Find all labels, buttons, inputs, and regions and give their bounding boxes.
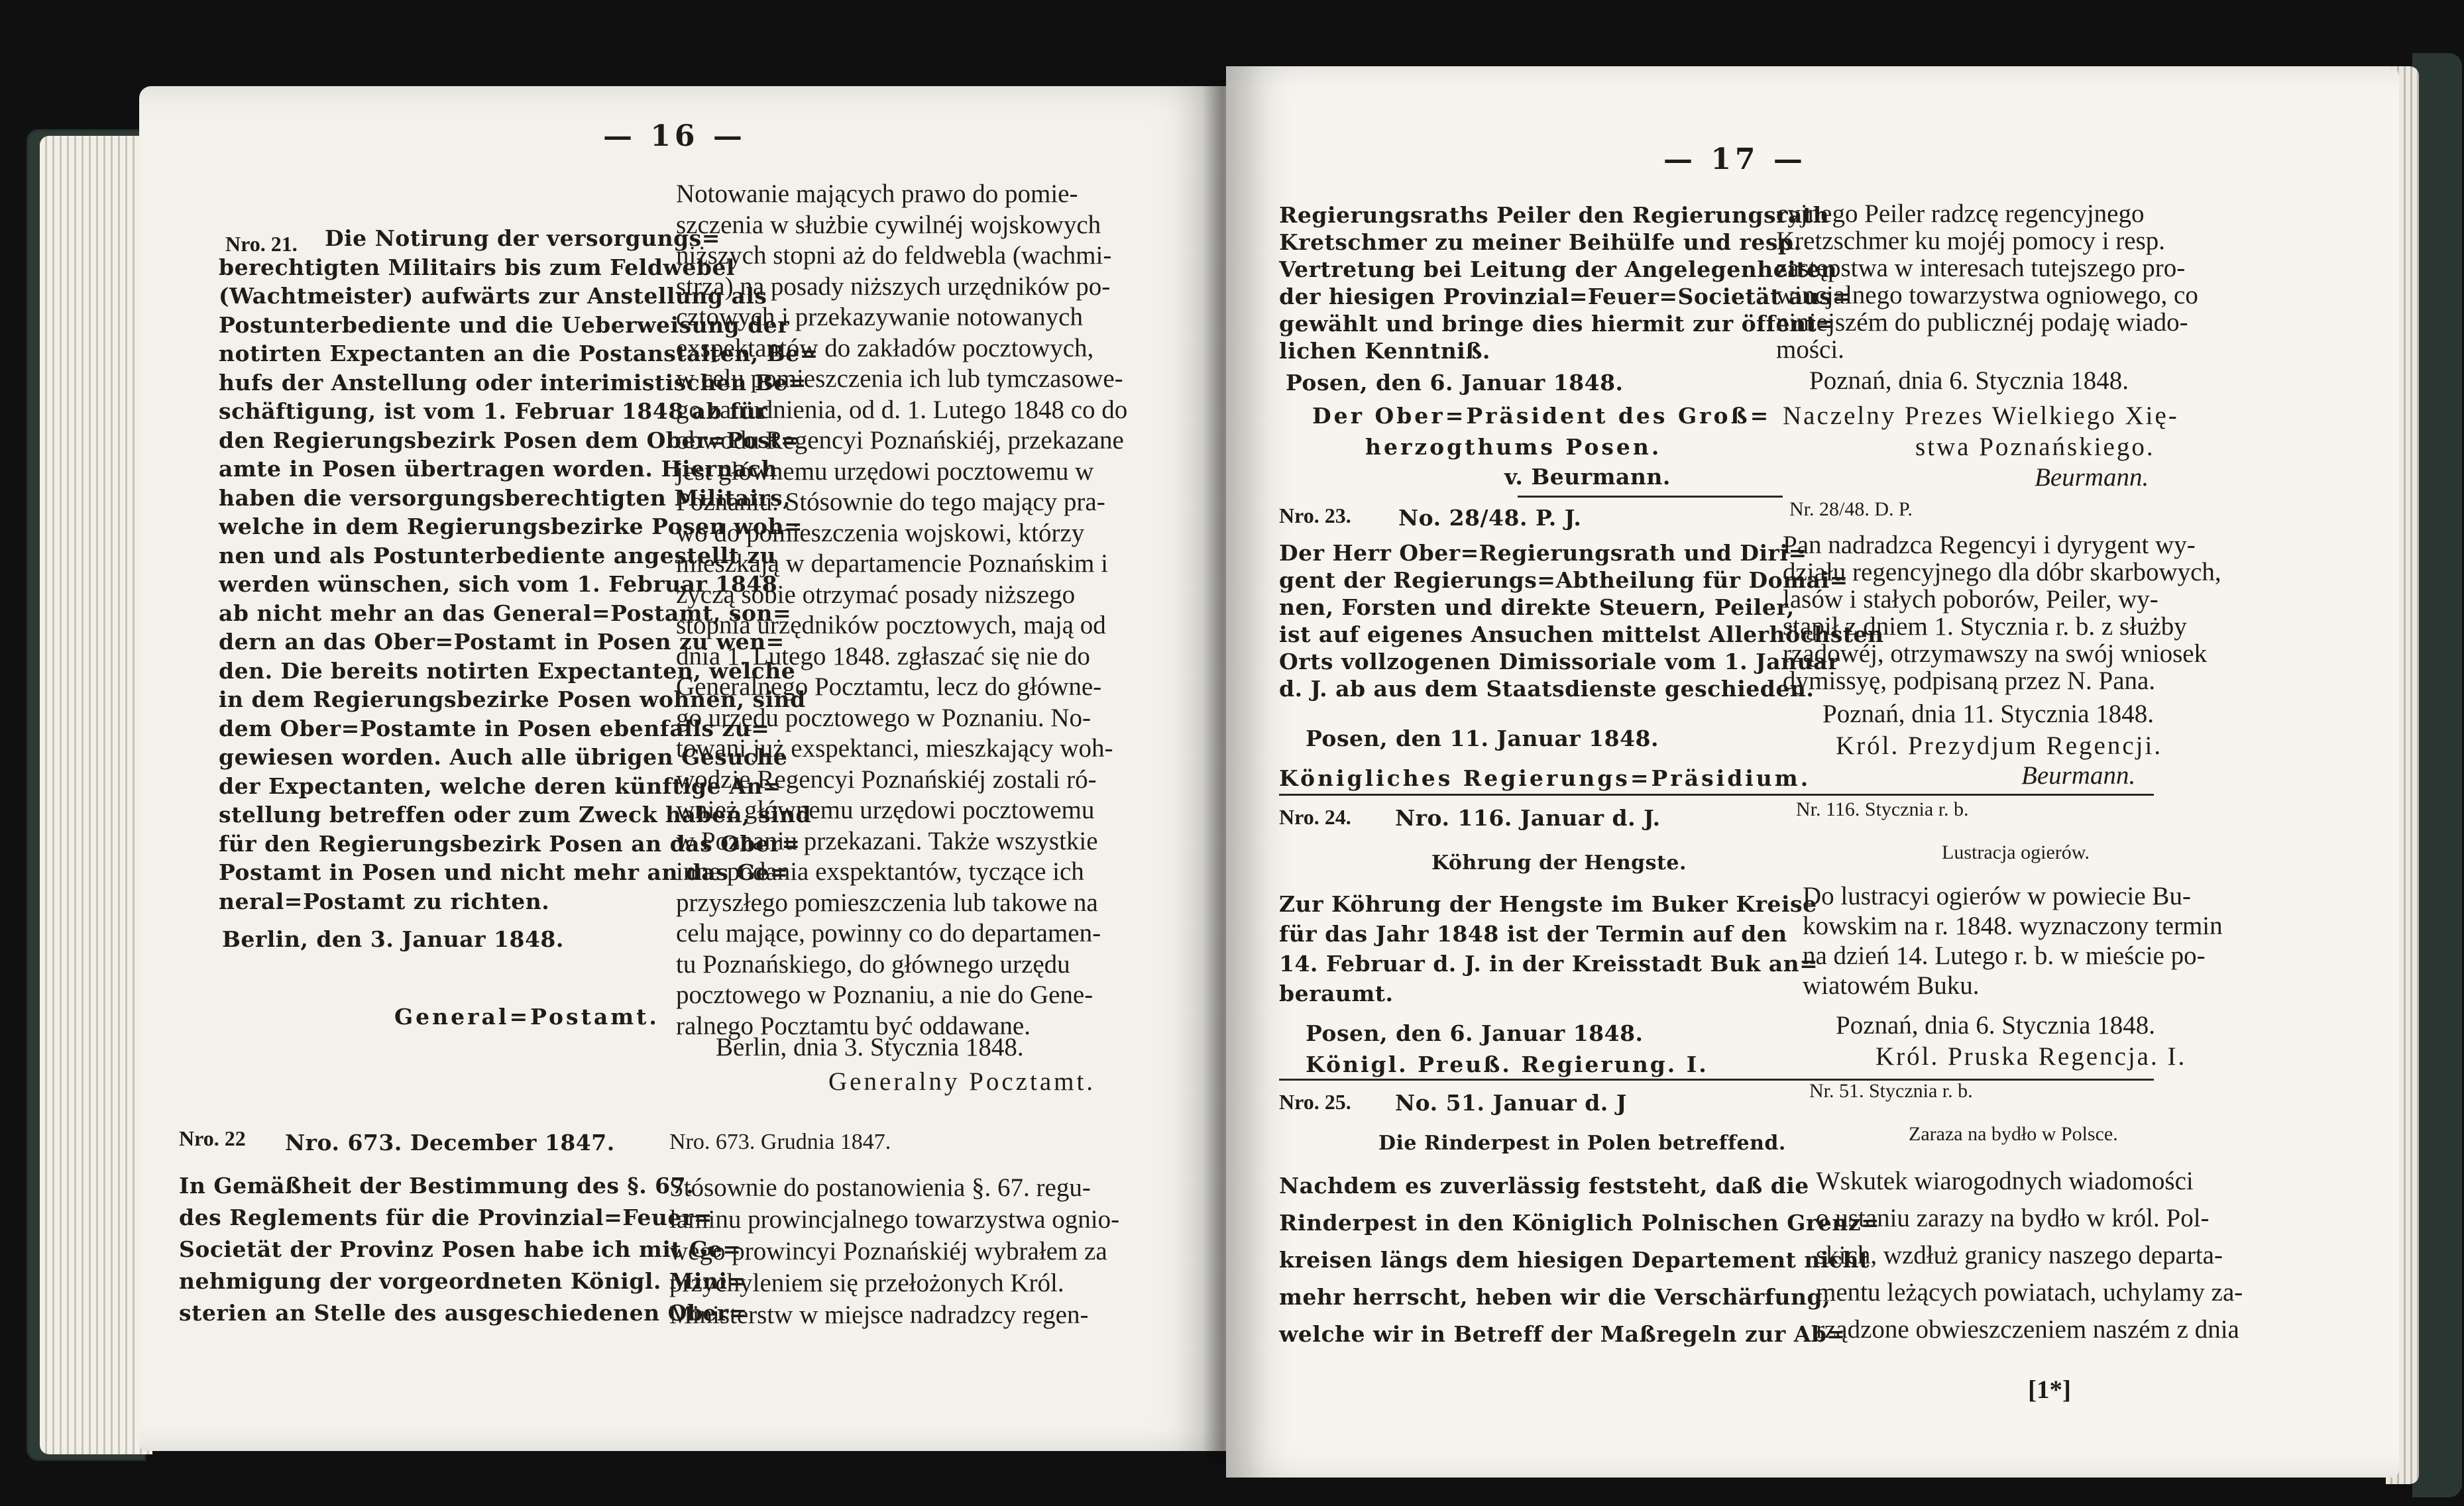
text-line: pocztowego w Poznaniu, a nie do Gene- <box>676 981 1093 1009</box>
nro22-label: Nro. 22 <box>179 1126 246 1150</box>
nro24-polish-title: Lustracja ogierów. <box>1942 841 2090 863</box>
text-line: Postamt in Posen und nicht mehr an das Ge= <box>219 859 789 885</box>
nro24-label: Nro. 24. <box>1279 805 1351 829</box>
nro25-german-ref: No. 51. Januar d. J <box>1395 1090 1627 1116</box>
text-line: In Gemäßheit der Bestimmung des §. 67. <box>179 1173 695 1199</box>
text-line: exspektantów do zakładów pocztowych, <box>676 333 1094 362</box>
text-line: Kretzschmer ku mojéj pomocy i resp. <box>1776 227 2165 255</box>
text-line: lasów i stałych poborów, Peiler, wy- <box>1783 585 2158 614</box>
nro24-polish-ref: Nr. 116. Stycznia r. b. <box>1796 798 1969 820</box>
text-line: obwodu Regencyi Poznańskiéj, przekazane <box>676 426 1124 455</box>
text-line: Regierungsraths Peiler den Regierungsrath <box>1279 202 1830 228</box>
text-line: Poznaniu. Stósownie do tego mający pra- <box>676 488 1105 516</box>
text-line: gewiesen worden. Auch alle übrigen Gesuche <box>219 744 788 770</box>
page-number-left: — 16 — <box>603 119 746 153</box>
text-line: amte in Posen übertragen worden. Hiernach <box>219 456 777 482</box>
text-line: den Regierungsbezirk Posen dem Ober=Post= <box>219 427 799 453</box>
text-line: dymissyę, podpisaną przez N. Pana. <box>1783 667 2156 695</box>
nro25-label: Nro. 25. <box>1279 1090 1351 1114</box>
divider-3 <box>1279 1079 2154 1081</box>
divider-2 <box>1279 794 2154 796</box>
text-line: Stósownie do postanowienia §. 67. regu- <box>669 1173 1091 1202</box>
nro24-polish-place: Poznań, dnia 6. Stycznia 1848. <box>1836 1011 2155 1040</box>
text-line: welche in dem Regierungsbezirke Posen woh= <box>219 513 803 539</box>
nro23-german-place: Posen, den 11. Januar 1848. <box>1306 726 1659 751</box>
text-line: strza) na posady niższych urzędników po- <box>676 272 1111 301</box>
text-line: der hiesigen Provinzial=Feuer=Societät aus= <box>1279 284 1851 309</box>
text-line: wnież głównemu urzędowi pocztowemu <box>676 796 1095 824</box>
nro21-german-place: Berlin, den 3. Januar 1848. <box>222 926 564 952</box>
nro23-label: Nro. 23. <box>1279 504 1351 527</box>
text-line: stąpił z dniem 1. Stycznia r. b. z służby <box>1783 612 2187 641</box>
text-line: 14. Februar d. J. in der Kreisstadt Buk an= <box>1279 951 1819 977</box>
page-number-right: — 17 — <box>1663 142 1807 176</box>
text-line: Generalnego Pocztamtu, lecz do główne- <box>676 672 1102 701</box>
nro21-polish-place: Berlin, dnia 3. Stycznia 1848. <box>716 1033 1024 1061</box>
text-line: kreisen längs dem hiesigen Departement nicht <box>1279 1247 1870 1273</box>
text-line: ralnego Pocztamtu być oddawane. <box>676 1011 1031 1040</box>
text-line: skich, wzdłuż granicy naszego departa- <box>1816 1241 2223 1269</box>
text-line: Der Herr Ober=Regierungsrath und Diri= <box>1279 540 1807 566</box>
text-line: sterien an Stelle des ausgeschiedenen Ober= <box>179 1300 748 1326</box>
text-line: wo do pomieszczenia wojskowi, którzy <box>676 518 1085 547</box>
text-line: Ministerstw w miejsce nadradzcy regen- <box>669 1301 1089 1329</box>
text-line: cztowych i przekazywanie notowanych <box>676 303 1083 331</box>
text-line: mehr herrscht, heben wir die Verschärfung, <box>1279 1284 1831 1310</box>
text-line: kowskim na r. 1848. wyznaczony termin <box>1803 912 2223 940</box>
text-line: wiatowém Buku. <box>1803 971 1980 1000</box>
cont-german-sign3: v. Beurmann. <box>1504 464 1671 490</box>
text-line: mości. <box>1776 335 1844 364</box>
text-line: neral=Postamt zu richten. <box>219 888 550 914</box>
text-line: inne podania exspektantów, tyczące ich <box>676 857 1084 886</box>
text-line: hufs der Anstellung oder interimistischen Be= <box>219 369 807 396</box>
text-line: zastępstwa w interesach tutejszego pro- <box>1776 254 2186 282</box>
nro23-polish-ref: Nr. 28/48. D. P. <box>1789 498 1913 520</box>
text-line: nehmigung der vorgeordneten Königl. Mini= <box>179 1268 746 1294</box>
text-line: werden wünschen, sich vom 1. Februar 1848 <box>219 571 778 597</box>
cont-polish-place: Poznań, dnia 6. Stycznia 1848. <box>1809 366 2129 395</box>
text-line: Rinderpest in den Königlich Polnischen Grenz= <box>1279 1210 1880 1236</box>
nro21-german-sign: General=Postamt. <box>394 1004 659 1030</box>
text-line: na dzień 14. Lutego r. b. w mieście po- <box>1803 941 2206 970</box>
text-line: beraumt. <box>1279 981 1394 1006</box>
signature-mark: [1*] <box>2028 1375 2071 1404</box>
text-line: wodzie Regencyi Poznańskiéj zostali ró- <box>676 765 1097 794</box>
cont-polish-sign3: Beurmann. <box>2035 463 2149 492</box>
text-line: Notowanie mających prawo do pomie- <box>676 180 1078 208</box>
text-line: Vertretung bei Leitung der Angelegenheiten <box>1279 256 1837 282</box>
text-line: jest głównemu urzędowi pocztowemu w <box>676 457 1094 486</box>
text-line: den. Die bereits notirten Expectanten, welche <box>219 657 796 684</box>
text-line: laminu prowincjalnego towarzystwa ognio- <box>669 1205 1120 1234</box>
text-line: rządowéj, otrzymawszy na swój wniosek <box>1783 639 2208 668</box>
text-line: szczenia w służbie cywilnéj wojskowych <box>676 210 1101 239</box>
text-line: cyjnego Peiler radzcę regencyjnego <box>1776 199 2145 228</box>
text-line: działu regencyjnego dla dóbr skarbowych, <box>1783 558 2221 586</box>
nro23-german-ref: No. 28/48. P. J. <box>1398 505 1582 531</box>
text-line: Postunterbediente und die Ueberweisung der <box>219 311 790 338</box>
nro25-polish-title: Zaraza na bydło w Polsce. <box>1909 1123 2118 1145</box>
text-line: Die Notirung der versorgungs= <box>325 225 720 251</box>
text-line: w Poznaniu przekazani. Także wszystkie <box>676 826 1098 855</box>
text-line: nen und als Postunterbediente angestellt zu <box>219 542 777 568</box>
text-line: wego prowincyi Poznańskiéj wybrałem za <box>669 1237 1107 1265</box>
cont-polish-sign2: stwa Poznańskiego. <box>1915 433 2155 461</box>
nro25-polish-ref: Nr. 51. Stycznia r. b. <box>1809 1080 1973 1102</box>
text-line: Wskutek wiarogodnych wiadomości <box>1816 1167 2194 1195</box>
divider-1 <box>1518 496 1783 498</box>
text-line: przychyleniem się przełożonych Król. <box>669 1269 1064 1297</box>
text-line: dem Ober=Postamte in Posen ebenfalls zu= <box>219 715 770 741</box>
text-line: der Expectanten, welche deren künftige An= <box>219 773 781 799</box>
text-line: przyszłego pomieszczenia lub takowe na <box>676 888 1098 917</box>
text-line: Zur Köhrung der Hengste im Buker Kreise <box>1279 891 1817 917</box>
text-line: Nachdem es zuverlässig feststeht, daß die <box>1279 1173 1809 1199</box>
text-line: mentu leżących powiatach, uchylamy za- <box>1816 1278 2243 1307</box>
text-line: gewählt und bringe dies hiermit zur öffent= <box>1279 311 1836 337</box>
text-line: berechtigten Militairs bis zum Feldwebel <box>219 254 735 280</box>
text-line: stellung betreffen oder zum Zweck haben, sind <box>219 802 812 828</box>
nro22-polish-ref: Nro. 673. Grudnia 1847. <box>669 1130 891 1154</box>
text-line: mieszkają w departamencie Poznańskim i <box>676 549 1108 578</box>
text-line: notirten Expectanten an die Postanstalten, Be= <box>219 341 818 366</box>
text-line: towani już exspektanci, mieszkający woh- <box>676 734 1113 763</box>
nro23-polish-sign1: Król. Prezydjum Regencji. <box>1836 731 2163 760</box>
nro24-german-title: Köhrung der Hengste. <box>1431 851 1687 875</box>
page-edges-left <box>40 136 152 1454</box>
cont-german-sign1: Der Ober=Präsident des Groß= <box>1312 403 1771 429</box>
text-line: go zatrudnienia, od d. 1. Lutego 1848 co do <box>676 395 1128 424</box>
text-line: haben die versorgungsberechtigten Militairs, <box>219 484 791 511</box>
text-line: życzą sobie otrzymać posady niższego <box>676 580 1076 609</box>
text-line: dnia 1. Lutego 1848. zgłaszać się nie do <box>676 641 1090 671</box>
nro24-german-place: Posen, den 6. Januar 1848. <box>1306 1020 1644 1046</box>
text-line: nen, Forsten und direkte Steuern, Peiler, <box>1279 594 1795 620</box>
text-line: o ustaniu zarazy na bydło w król. Pol- <box>1816 1204 2210 1232</box>
nro23-polish-place: Poznań, dnia 11. Stycznia 1848. <box>1822 700 2155 728</box>
text-line: gent der Regierungs=Abtheilung für Domai= <box>1279 567 1848 593</box>
text-line: tu Poznańskiego, do głównego urzędu <box>676 949 1070 979</box>
text-line: wincjalnego towarzystwa ogniowego, co <box>1776 281 2198 309</box>
nro21-polish-sign: Generalny Pocztamt. <box>828 1067 1096 1096</box>
right-page <box>1226 66 2399 1478</box>
text-line: in dem Regierungsbezirke Posen wohnen, sind <box>219 686 806 712</box>
divider <box>205 1106 1186 1108</box>
nro21-label: Nro. 21. <box>225 232 298 256</box>
text-line: (Wachtmeister) aufwärts zur Anstellung als <box>219 283 767 309</box>
cont-german-place: Posen, den 6. Januar 1848. <box>1286 370 1624 396</box>
text-line: Kretschmer zu meiner Beihülfe und resp. <box>1279 229 1802 255</box>
text-line: Societät der Provinz Posen habe ich mit Ge= <box>179 1236 742 1262</box>
text-line: welche wir in Betreff der Maßregeln zur Ab= <box>1279 1321 1846 1347</box>
nro23-german-sign: Königliches Regierungs=Präsidium. <box>1279 765 1811 791</box>
nro23-polish-sign2: Beurmann. <box>2021 761 2136 790</box>
nro24-german-sign: Königl. Preuß. Regierung. I. <box>1306 1051 1708 1077</box>
left-page <box>139 86 1226 1451</box>
text-line: Pan nadradzca Regencyi i dyrygent wy- <box>1783 531 2196 559</box>
text-line: stopnia urzędników pocztowych, mają od <box>676 611 1106 639</box>
cont-german-sign2: herzogthums Posen. <box>1365 434 1662 460</box>
text-line: celu mające, powinny co do departamen- <box>676 919 1101 947</box>
text-line: w celu pomieszczenia ich lub tymczasowe- <box>676 364 1123 393</box>
text-line: dern an das Ober=Postamt in Posen zu wen= <box>219 629 785 655</box>
text-line: für den Regierungsbezirk Posen an das Ober= <box>219 830 801 857</box>
text-line: Orts vollzogenen Dimissoriale vom 1. Januar <box>1279 649 1840 674</box>
text-line: rządzone obwieszczeniem naszém z dnia <box>1816 1315 2239 1344</box>
book-cover-right <box>2412 53 2462 1497</box>
text-line: d. J. ab aus dem Staatsdienste geschieden. <box>1279 676 1815 702</box>
nro24-polish-sign: Król. Pruska Regencja. I. <box>1876 1042 2187 1071</box>
nro22-german-ref: Nro. 673. December 1847. <box>285 1130 615 1156</box>
cont-polish-sign1: Naczelny Prezes Wielkiego Xię- <box>1783 402 2179 430</box>
text-line: go urzędu pocztowego w Poznaniu. No- <box>676 703 1091 732</box>
text-line: Do lustracyi ogierów w powiecie Bu- <box>1803 882 2191 910</box>
text-line: schäftigung, ist vom 1. Februar 1848 ab für <box>219 398 768 424</box>
text-line: des Reglements für die Provinzial=Feuer= <box>179 1205 712 1230</box>
text-line: lichen Kenntniß. <box>1279 338 1490 364</box>
text-line: ab nicht mehr an das General=Postamt, son= <box>219 600 792 626</box>
text-line: niższych stopni aż do feldwebla (wachmi- <box>676 241 1112 270</box>
text-line: niniejszém do publicznéj podaję wiado- <box>1776 308 2188 337</box>
nro25-german-title: Die Rinderpest in Polen betreffend. <box>1378 1132 1786 1155</box>
text-line: für das Jahr 1848 ist der Termin auf den <box>1279 921 1787 947</box>
text-line: ist auf eigenes Ansuchen mittelst Allerhöchsten <box>1279 621 1884 647</box>
nro24-german-ref: Nro. 116. Januar d. J. <box>1395 805 1661 831</box>
